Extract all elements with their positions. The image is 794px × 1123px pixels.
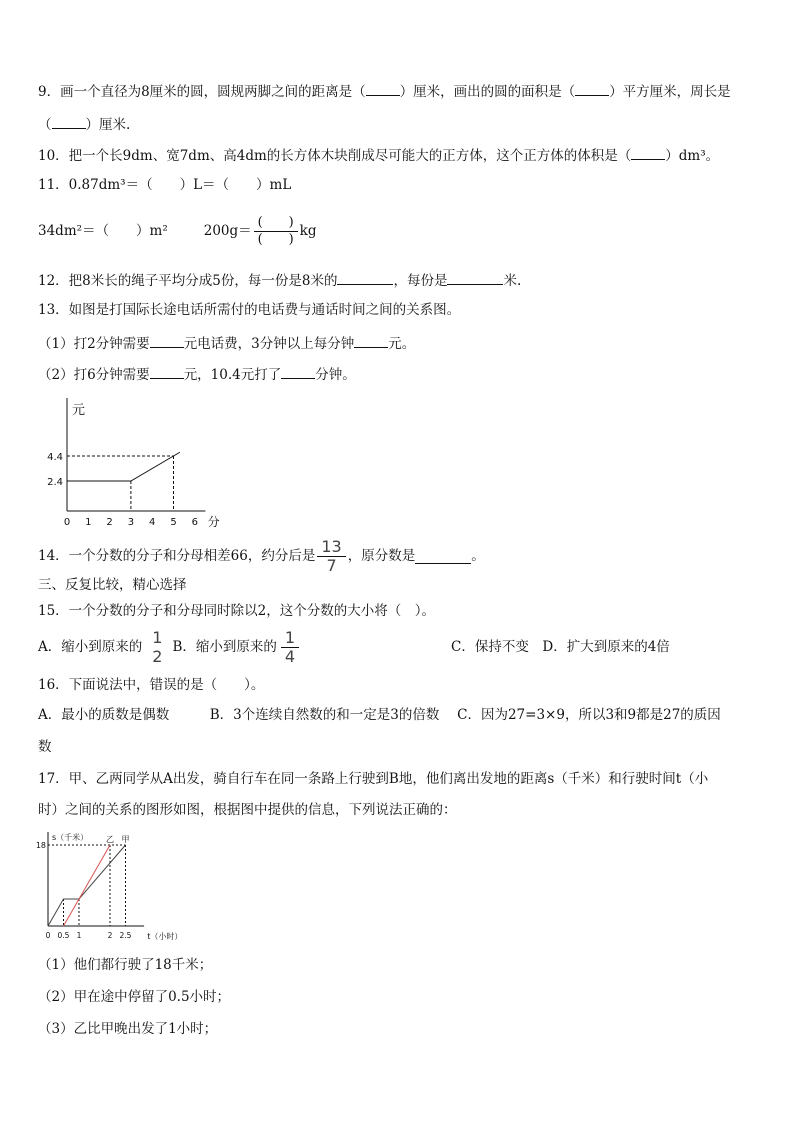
fraction-denominator: 4 bbox=[284, 646, 296, 666]
q13-p2-text-a: （2）打6分钟需要 bbox=[38, 367, 150, 383]
x-tick-label: 0 bbox=[45, 931, 51, 940]
options-c-d[interactable]: C．保持不变 D．扩大到原来的4倍 bbox=[451, 639, 670, 655]
q11-unit: kg bbox=[299, 223, 317, 239]
x-tick-label: 4 bbox=[149, 517, 156, 528]
fraction-numerator: 13 bbox=[321, 536, 342, 556]
x-tick-label: 1 bbox=[85, 517, 92, 528]
q13-p2-text-b: 元，10.4元打了 bbox=[183, 367, 282, 383]
question-11-line-1: 11．0.87dm³＝（ ）L＝（ ）mL bbox=[38, 177, 292, 193]
q9-text-e: ）厘米. bbox=[85, 117, 131, 133]
answer-blank[interactable] bbox=[52, 114, 86, 129]
question-14 bbox=[38, 536, 485, 576]
statement-2: （2）甲在途中停留了0.5小时； bbox=[38, 989, 231, 1005]
question-11-line-2 bbox=[38, 206, 317, 256]
question-10 bbox=[38, 145, 719, 165]
q9-text-d: （ bbox=[38, 117, 52, 133]
fraction-denominator: 7 bbox=[326, 555, 337, 575]
fraction-denominator: 2 bbox=[152, 646, 163, 666]
q13-p1-text-a: （1）打2分钟需要 bbox=[38, 336, 150, 352]
question-16-options[interactable]: A．最小的质数是偶数 B．3个连续自然数的和一定是3的倍数 C．因为27=3×9，所以3和9都是27的质因 bbox=[38, 707, 721, 723]
q13-p1-text-b: 元电话费，3分钟以上每分钟 bbox=[183, 336, 355, 352]
fraction-numerator: 1 bbox=[152, 627, 163, 647]
question-15-stem: 15．一个分数的分子和分母同时除以2，这个分数的大小将（ ）。 bbox=[38, 603, 436, 619]
option-a[interactable]: A．缩小到原来的 bbox=[38, 639, 143, 655]
phone-fee-chart bbox=[34, 392, 234, 534]
q12-text-a: 12．把8米长的绳子平均分成5份，每一份是8米的 bbox=[38, 273, 338, 289]
question-16-stem: 16．下面说法中，错误的是（ ）。 bbox=[38, 677, 265, 693]
question-12 bbox=[38, 270, 521, 290]
q9-text-a: 9．画一个直径为8厘米的圆，圆规两脚之间的距离是（ bbox=[38, 84, 366, 100]
y-tick-label: 2.4 bbox=[47, 477, 63, 488]
question-15-options bbox=[38, 626, 670, 668]
answer-blank[interactable] bbox=[366, 81, 400, 96]
series-line-乙 bbox=[64, 845, 111, 926]
q13-p2-text-c: 分钟。 bbox=[315, 367, 356, 383]
question-16-options-cont: 数 bbox=[38, 739, 52, 755]
answer-blank[interactable] bbox=[337, 270, 393, 285]
x-tick-label: 3 bbox=[127, 517, 135, 528]
question-13-stem: 13．如图是打国际长途电话所需付的电话费与通话时间之间的关系图。 bbox=[38, 302, 461, 318]
x-tick-label: 1 bbox=[76, 931, 82, 940]
q9-text-b: ）厘米，画出的圆的面积是（ bbox=[399, 84, 576, 100]
fraction-numerator[interactable]: ( ) bbox=[257, 214, 294, 230]
y-axis-label: 元 bbox=[72, 403, 86, 418]
option-a-fraction bbox=[148, 629, 166, 666]
x-tick-label: 5 bbox=[170, 517, 177, 528]
statement-1: （1）他们都行驶了18千米； bbox=[38, 957, 213, 973]
x-tick-label: 2.5 bbox=[119, 931, 132, 940]
option-b-fraction bbox=[281, 629, 299, 666]
answer-blank[interactable] bbox=[281, 364, 315, 379]
question-13-part-1 bbox=[38, 333, 415, 353]
x-tick-label: 2 bbox=[107, 931, 113, 940]
q14-text-a: 14．一个分数的分子和分母相差66，约分后是 bbox=[38, 548, 316, 564]
q10-text-a: 10．把一个长9dm、宽7dm、高4dm的长方体木块削成尽可能大的正方体，这个正方体的体积是（ bbox=[38, 148, 632, 164]
fee-series-line bbox=[67, 452, 180, 481]
x-axis-label: 分 bbox=[207, 515, 220, 529]
series-label: 甲 bbox=[121, 835, 130, 844]
x-tick-label: 0.5 bbox=[57, 931, 70, 940]
answer-blank[interactable] bbox=[150, 364, 184, 379]
question-13-part-2 bbox=[38, 364, 356, 384]
q14-text-b: ，原分数是 bbox=[347, 548, 416, 564]
distance-time-chart bbox=[34, 826, 194, 946]
q14-text-c: 。 bbox=[471, 548, 485, 564]
statement-3: （3）乙比甲晚出发了1小时； bbox=[38, 1021, 218, 1037]
q10-text-b: ）dm³。 bbox=[665, 148, 720, 164]
y-axis-label: s（千米） bbox=[52, 833, 89, 842]
q9-text-c: ）平方厘米，周长是 bbox=[609, 84, 731, 100]
q11-area-conversion: 34dm²＝（ ）m² bbox=[38, 223, 168, 239]
section-heading: 三、反复比较，精心选择 bbox=[38, 577, 187, 593]
q12-text-c: 米. bbox=[503, 273, 522, 289]
fraction-denominator[interactable]: ( ) bbox=[257, 231, 294, 247]
x-axis-label: t（小时） bbox=[147, 932, 183, 941]
answer-blank[interactable] bbox=[354, 333, 388, 348]
series-label: 乙 bbox=[106, 835, 114, 844]
x-tick-label: 0 bbox=[63, 517, 71, 528]
question-9-line-1 bbox=[38, 81, 731, 101]
answer-blank[interactable] bbox=[415, 549, 471, 564]
q12-text-b: ，每份是 bbox=[393, 273, 448, 289]
q13-p1-text-c: 元。 bbox=[388, 336, 416, 352]
answer-blank[interactable] bbox=[631, 145, 665, 160]
x-tick-label: 6 bbox=[191, 517, 198, 528]
q11-fraction bbox=[254, 215, 298, 248]
q14-fraction bbox=[317, 538, 345, 575]
x-tick-label: 2 bbox=[106, 517, 113, 528]
fraction-numerator: 1 bbox=[284, 627, 296, 647]
question-17-line-1: 17．甲、乙两同学从A出发，骑自行车在同一条路上行驶到B地，他们离出发地的距离s（千米）和行驶时间t（小 bbox=[38, 771, 709, 787]
answer-blank[interactable] bbox=[447, 270, 503, 285]
y-tick-label: 4.4 bbox=[47, 452, 63, 463]
q11-mass-conversion: 200g＝ bbox=[203, 223, 252, 239]
option-b[interactable]: B．缩小到原来的 bbox=[172, 639, 277, 655]
y-tick-label: 18 bbox=[35, 841, 46, 850]
question-9-line-2 bbox=[38, 114, 130, 134]
answer-blank[interactable] bbox=[575, 81, 609, 96]
question-17-line-2: 时）之间的关系的图形如图，根据图中提供的信息，下列说法正确的： bbox=[38, 802, 457, 818]
answer-blank[interactable] bbox=[150, 333, 184, 348]
